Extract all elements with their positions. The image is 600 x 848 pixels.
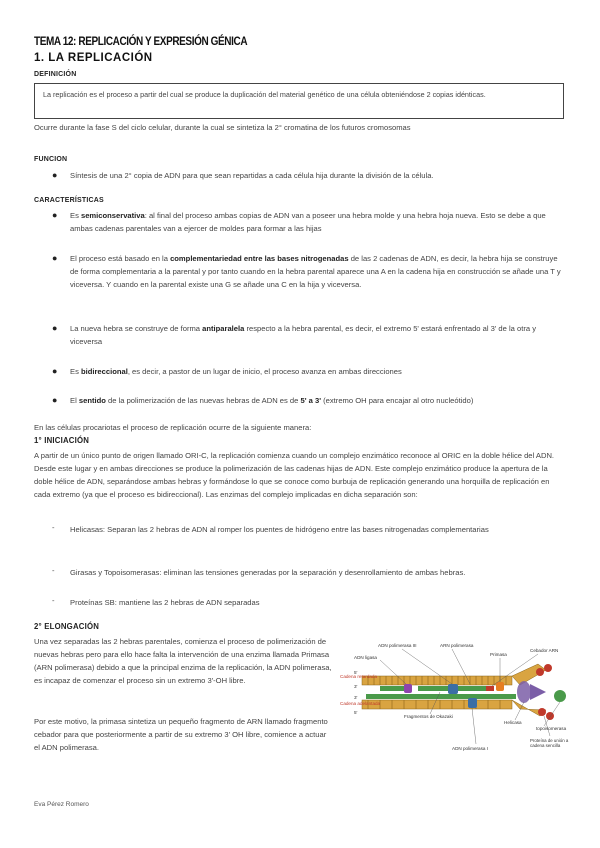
ssb-protein [546,712,554,720]
leading-strand [366,694,516,699]
okazaki-fragment [418,686,448,691]
enzyme-item: Proteínas SB: mantiene las 2 hebras de ADN separadas [70,598,260,607]
characteristic-text: El sentido de la polimerización de las nuevas hebras de ADN es de 5' a 3' (extremo OH para encajar al otro nucleótido) [70,396,474,405]
list-dash: - [52,566,55,575]
characteristic-text: El proceso está basado en la complementariedad entre las bases nitrogenadas de las 2 cadenas de ADN, es decir, la hebra hija se construye de forma complementaria a la parental y por tanto cuando en la hebra parental aparece una A en la cadena hija en construcción se añade una T y viceversa. Y cuando en la parental existe una G se añade una C en la hija y viceversa. [70,254,561,289]
label-adn-pol-3: ADN polimerasa III [378,643,417,648]
label-cadena-retardada: Cadena retardada [340,674,378,679]
elongation-paragraph-2: Por este motivo, la primasa sintetiza un pequeño fragmento de ARN llamado fragmento cebador para que posteriormente a partir de su extremo 3' OH libre, comience a actuar el ADN polimerasa. [34,717,328,752]
definition-heading: DEFINICIÓN [34,71,77,78]
topoisomerase-shape [554,690,566,702]
definition-after-text: Ocurre durante la fase S del ciclo celular, durante la cual se sintetiza la 2° cromatina de los futuros cromosomas [34,123,411,132]
label-adn-ligasa: ADN ligasa [354,655,377,660]
bullet-dot: ● [52,170,58,180]
label-3prime-top: 3' [354,684,358,689]
label-helicasa: Helicasa [504,720,522,725]
function-heading: FUNCION [34,156,68,163]
lower-strand [362,700,512,709]
elongation-paragraph-1: Una vez separadas las 2 hebras parentales, comienza el proceso de polimerización de nuevas hebras pero para ello hace falta la intervención de una enzima llamada Primasa (ARN polimerasa) debido a que la principal enzima de la replicación, la ADN polimerasa, es incapaz de comenzar el proceso sin un extremo 3'-OH libre. [34,637,332,685]
label-adn-pol-1: ADN polimerasa I [452,746,488,751]
bullet-dot: ● [52,395,58,405]
enzyme-item: Girasas y Topoisomerasas: eliminan las tensiones generadas por la separación y desenrollamiento de ambas hebras. [70,568,466,577]
elongation-heading: 2° ELONGACIÓN [34,622,100,631]
bullet-dot: ● [52,210,58,220]
helicase-wedge [530,684,546,700]
label-5prime-bottom: 5' [354,710,358,715]
characteristic-text: La nueva hebra se construye de forma antiparalela respecto a la hebra parental, es decir, el extremo 5' estará enfrentado al 3' de la otra y viceversa [70,324,536,346]
label-cadena-adelantada: Cadena adelantada [340,701,381,706]
dna-ligase-shape [404,684,412,693]
initiation-paragraph: A partir de un único punto de origen llamado ORI-C, la replicación comienza cuando un complejo enzimático reconoce al ORIC en la doble hélice del ADN. Desde este lugar y en ambas direcciones se produce la polimerización de las cadenas hijas de ADN. Este complejo enzimático produce la apertura de la doble hélice de ADN, separándose ambas hebras y formándose lo que se conoce como burbuja de replicación generando una horquilla de replicación en cada extremo (ya que el proceso es bidireccional). Las enzimas del complejo implicadas en dicha separación son: [34,451,555,499]
okazaki-fragment [456,686,486,691]
label-topoisomerasa: topoisomerasa [536,726,567,731]
ssb-protein [544,664,552,672]
section-title: 1. LA REPLICACIÓN [34,52,153,64]
label-fragmentos-okazaki: Fragmentos de Okazaki [404,714,453,719]
function-bullet-text: Síntesis de una 2° copia de ADN para que sean repartidas a cada célula hija durante la división de la célula. [70,171,434,180]
helicase-shape [517,681,531,703]
characteristics-heading: CARACTERÍSTICAS [34,197,104,204]
replication-fork-diagram [340,640,580,760]
list-dash: - [52,523,55,532]
dna-polymerase-iii-shape [448,684,458,694]
initiation-heading: 1° INICIACIÓN [34,436,90,445]
dna-polymerase-i-shape [468,698,477,708]
label-primasa: Primasa [490,652,507,657]
primase-shape [496,682,504,691]
upper-strand [362,676,512,685]
list-dash: - [52,596,55,605]
bullet-dot: ● [52,366,58,376]
bullet-dot: ● [52,253,58,263]
label-ssb-container [530,738,580,760]
ssb-protein [536,668,544,676]
label-ssb: Proteína de unión a cadena sencilla [530,738,569,748]
ssb-protein [538,708,546,716]
label-3prime-bottom: 3' [354,695,358,700]
enzyme-item: Helicasas: Separan las 2 hebras de ADN al romper los puentes de hidrógeno entre las bases nitrogenadas complementarias [70,525,489,534]
label-cebador: Cebador ARN [530,648,559,653]
characteristic-text: Es bidireccional, es decir, a pastor de un lugar de inicio, el proceso avanza en ambas direcciones [70,367,402,376]
rna-primer [486,686,494,691]
topic-title: TEMA 12: REPLICACIÓN Y EXPRESIÓN GÉNICA [34,36,248,49]
label-5prime-top: 5' [354,670,358,675]
bullet-dot: ● [52,323,58,333]
footer-author: Eva Pérez Romero [34,801,89,808]
label-arn-pol: ARN polimerasa [440,643,474,648]
characteristic-text: Es semiconservativa: al final del proceso ambas copias de ADN van a poseer una hebra molde y una hebra hoja nueva. Esto se debe a que ambas cadenas parentales van a ejercer de moldes para formar a las hijas [70,211,546,233]
definition-box: La replicación es el proceso a partir del cual se produce la duplicación del material genético de una célula obteniéndose 2 copias idénticas. [34,83,564,119]
prokaryote-intro: En las células procariotas el proceso de replicación ocurre de la siguiente manera: [34,423,312,432]
